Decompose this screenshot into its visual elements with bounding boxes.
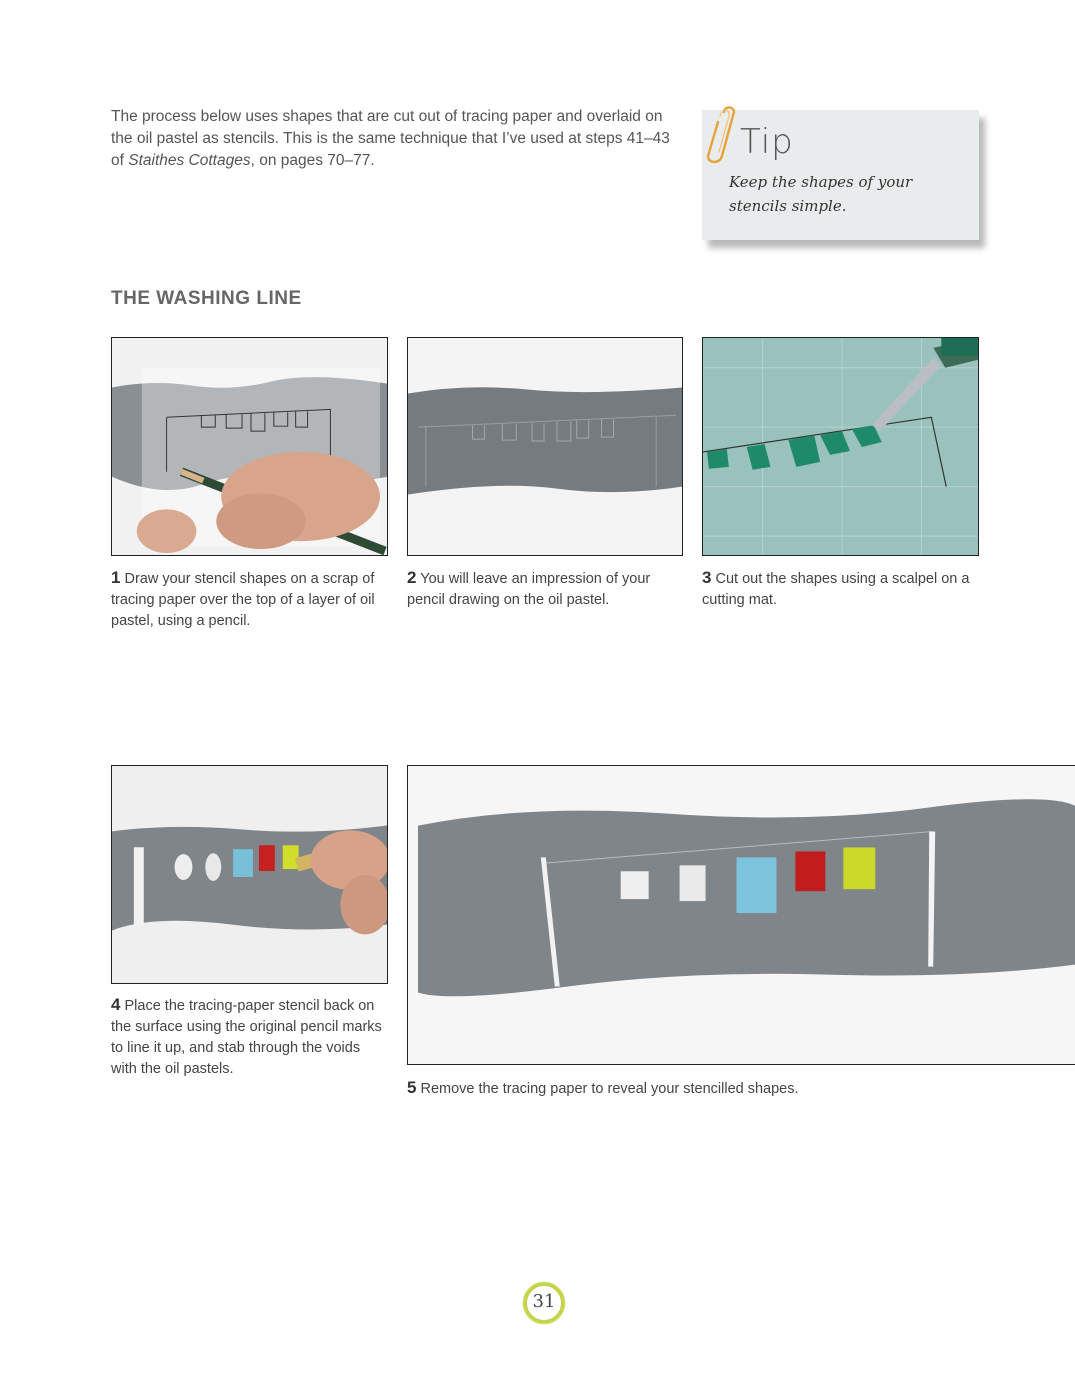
- intro-text-before: The process below uses shapes that are cut out of tracing paper and overlaid on the oil pastel as stencils. This is the same technique that I’ve used at steps 41–43 of: [111, 108, 670, 169]
- step-3-text: Cut out the shapes using a scalpel on a cutting mat.: [702, 571, 970, 608]
- step-5-caption: [407, 1077, 1047, 1100]
- step-5-photo: [407, 765, 1075, 1065]
- step-2-photo: [407, 337, 683, 556]
- step-4-photo: [111, 765, 388, 984]
- step-3-caption: [702, 567, 979, 611]
- intro-paragraph: [111, 106, 681, 172]
- step-3-number: 3: [702, 568, 712, 587]
- page-number-badge: [521, 1280, 567, 1326]
- intro-book-title: Staithes Cottages: [128, 152, 251, 169]
- step-5-text: Remove the tracing paper to reveal your stencilled shapes.: [420, 1081, 799, 1097]
- step-5-number: 5: [407, 1078, 417, 1097]
- step-1-number: 1: [111, 568, 121, 587]
- step-1-text: Draw your stencil shapes on a scrap of tracing paper over the top of a layer of oil pastel, using a pencil.: [111, 571, 375, 629]
- step-1-caption: [111, 567, 388, 632]
- section-heading: THE WASHING LINE: [111, 288, 302, 309]
- step-2-caption: [407, 567, 683, 611]
- tip-title: Tip: [740, 122, 794, 162]
- tip-text: Keep the shapes of your stencils simple.: [729, 173, 913, 215]
- step-2-number: 2: [407, 568, 417, 587]
- step-3-photo: [702, 337, 979, 556]
- paperclip-icon: [694, 104, 742, 170]
- step-4-text: Place the tracing-paper stencil back on the surface using the original pencil marks to line it up, and stab through the voids with the oil pastels.: [111, 998, 382, 1077]
- step-1-photo: [111, 337, 388, 556]
- intro-text-after: , on pages 70–77.: [250, 152, 375, 169]
- step-4-number: 4: [111, 995, 121, 1014]
- tip-box: [702, 110, 979, 240]
- step-4-caption: [111, 994, 388, 1080]
- page-number: 31: [532, 1291, 556, 1312]
- step-2-text: You will leave an impression of your pencil drawing on the oil pastel.: [407, 571, 651, 608]
